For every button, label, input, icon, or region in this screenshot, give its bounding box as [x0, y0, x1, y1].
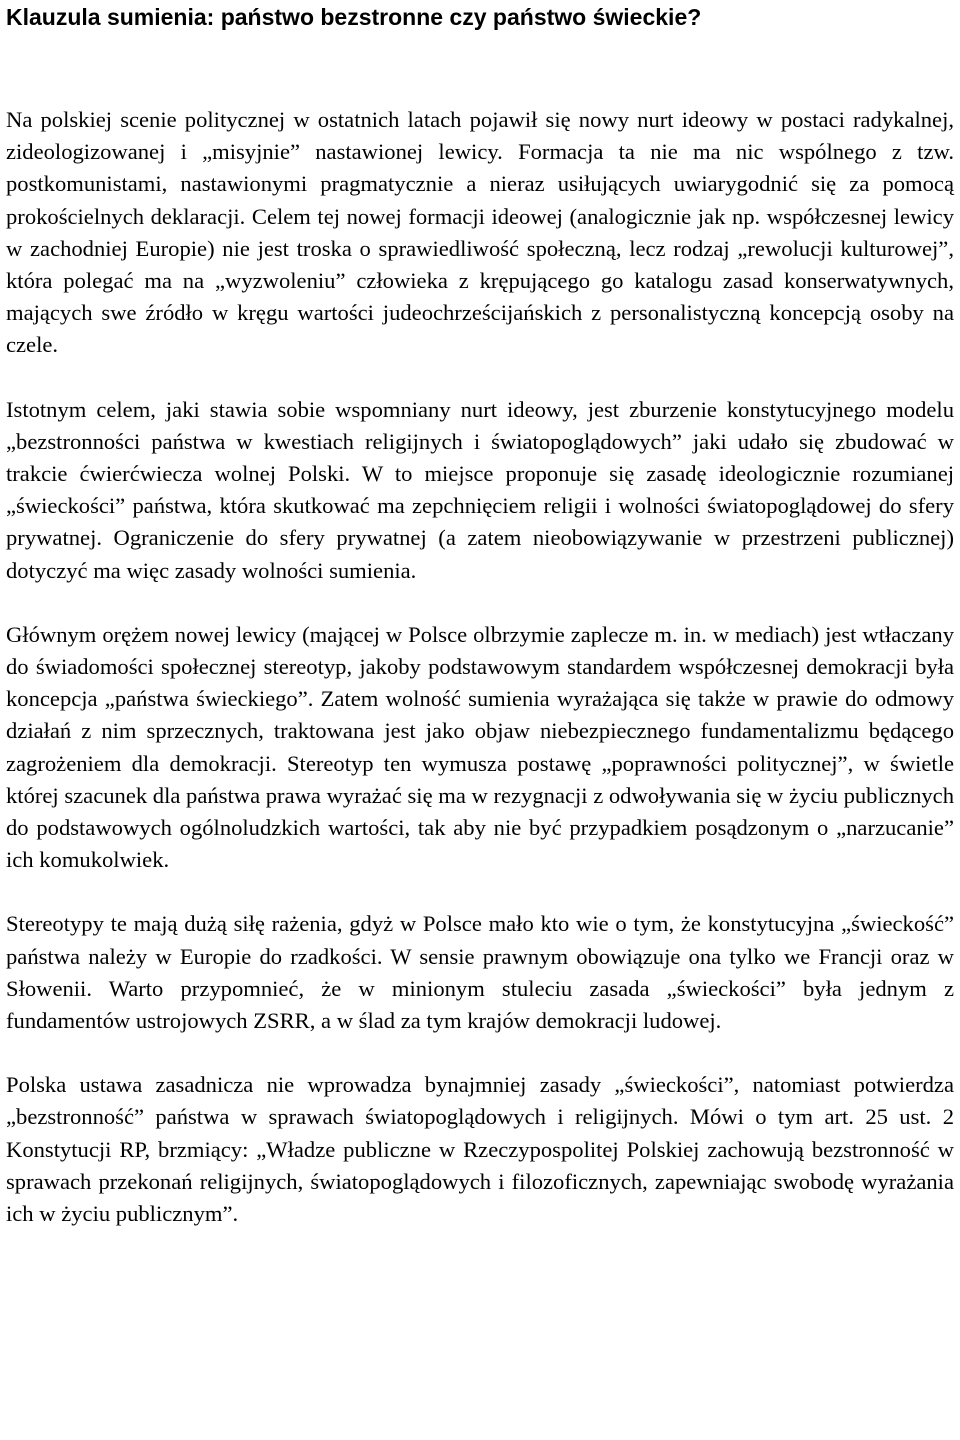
paragraph-3: Głównym orężem nowej lewicy (mającej w Polsce olbrzymie zaplecze m. in. w mediach) jest wtłaczany do świadomości społecznej stereotyp, jakoby podstawowym standardem współczesnej demokracji była koncepcja „państwa świeckiego”. Zatem wolność sumienia wyrażająca się także w prawie do odmowy działań z nim sprzecznych, traktowana jest jako objaw niebezpiecznego fundamentalizmu będącego zagrożeniem dla demokracji. Stereotyp ten wymusza postawę „poprawności politycznej”, w świetle której szacunek dla państwa prawa wyrażać się ma w rezygnacji z odwoływania się w życiu publicznych do podstawowych ogólnoludzkich wartości, tak aby nie być przypadkiem posądzonym o „narzucanie” ich komukolwiek. [6, 621, 954, 873]
document-title: Klauzula sumienia: państwo bezstronne czy państwo świeckie? [6, 4, 702, 30]
document-page [6, 0, 954, 1230]
paragraph-1: Na polskiej scenie politycznej w ostatnich latach pojawił się nowy nurt ideowy w postaci radykalnej, zideologizowanej i „misyjnie” nastawionej lewicy. Formacja ta nie ma nic wspólnego z tzw. postkomunistami, nastawionymi pragmatycznie a nieraz usiłujących uwiarygodnić się za pomocą prokościelnych deklaracji. Celem tej nowej formacji ideowej (analogicznie jak np. współczesnej lewicy w zachodniej Europie) nie jest troska o sprawiedliwość społeczną, lecz rodzaj „rewolucji kulturowej”, która polegać ma na „wyzwoleniu” człowieka z krępującego go katalogu zasad konserwatywnych, mających swe źródło w kręgu wartości judeochrześcijańskich z personalistyczną koncepcją osoby na czele. [6, 107, 954, 358]
paragraph-4: Stereotypy te mają dużą siłę rażenia, gdyż w Polsce mało kto wie o tym, że konstytucyjna „świeckość” państwa należy w Europie do rzadkości. W sensie prawnym obowiązuje ona tylko we Francji oraz w Słowenii. Warto przypomnieć, że w minionym stuleciu zasada „świeckości” była jednym z fundamentów ustrojowych ZSRR, a w ślad za tym krajów demokracji ludowej. [6, 911, 954, 1034]
paragraph-5: Polska ustawa zasadnicza nie wprowadza bynajmniej zasady „świeckości”, natomiast potwierdza „bezstronność” państwa w sprawach światopoglądowych i religijnych. Mówi o tym art. 25 ust. 2 Konstytucji RP, brzmiący: „Władze publiczne w Rzeczypospolitej Polskiej zachowują bezstronność w sprawach przekonań religijnych, światopoglądowych i filozoficznych, zapewniając swobodę wyrażania ich w życiu publicznym”. [6, 1072, 954, 1227]
paragraph-2: Istotnym celem, jaki stawia sobie wspomniany nurt ideowy, jest zburzenie konstytucyjnego modelu „bezstronności państwa w kwestiach religijnych i światopoglądowych” jaki udało się zbudować w trakcie ćwierćwiecza wolnej Polski. W to miejsce proponuje się zasadę ideologicznie rozumianej „świeckości” państwa, która skutkować ma zepchnięciem religii i wolności światopoglądowej do sfery prywatnej. Ograniczenie do sfery prywatnej (a zatem nieobowiązywanie w przestrzeni publicznej) dotyczyć ma więc zasady wolności sumienia. [6, 396, 954, 583]
